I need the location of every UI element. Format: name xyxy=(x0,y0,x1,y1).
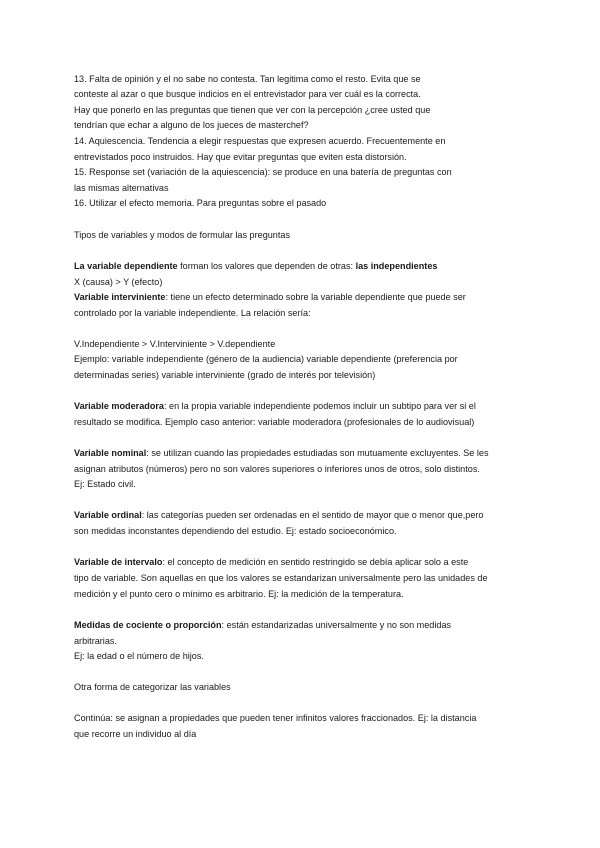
ordinal-text: : las categorías pueden ser ordenadas en el sentido de mayor que o menor que,pero xyxy=(141,510,484,520)
nominal-line-3: Ej: Estado civil. xyxy=(74,479,136,489)
example-line-1: Ejemplo: variable independiente (género de la audiencia) variable dependiente (preferencia por xyxy=(74,354,458,364)
nominal-text: : se utilizan cuando las propiedades estudiadas son mutuamente excluyentes. Se les xyxy=(146,448,489,458)
continua-line-2: que recorre un individuo al día xyxy=(74,729,197,739)
interviniente-text: : tiene un efecto determinado sobre la variable dependiente que puede ser xyxy=(165,292,466,302)
dependiente-line-1 xyxy=(74,260,437,272)
term-independientes: las independientes xyxy=(355,261,438,271)
term-cociente: Medidas de cociente o proporción xyxy=(74,620,222,630)
ordinal-line-2: son medidas inconstantes dependiendo del estudio. Ej: estado socioeconómico. xyxy=(74,526,397,536)
item-16-line: 16. Utilizar el efecto memoria. Para preguntas sobre el pasado xyxy=(74,198,327,208)
intervalo-line-2: tipo de variable. Son aquellas en que los valores se estandarizan universalmente pero las unidades de xyxy=(74,573,488,583)
item-13-line-4: tendrían que echar a alguno de los jueces de masterchef? xyxy=(74,120,309,130)
intervalo-line-1 xyxy=(74,556,468,568)
item-14-line-1: 14. Aquiescencia. Tendencia a elegir respuestas que expresen acuerdo. Frecuentemente en xyxy=(74,136,446,146)
item-15-line-2: las mismas alternativas xyxy=(74,183,169,193)
nominal-line-1 xyxy=(74,447,489,459)
causa-efecto-line: X (causa) > Y (efecto) xyxy=(74,277,163,287)
section-heading-tipos: Tipos de variables y modos de formular las preguntas xyxy=(74,230,290,240)
term-ordinal: Variable ordinal xyxy=(74,510,142,520)
cociente-line-1 xyxy=(74,619,451,631)
item-13-line-2: conteste al azar o que busque indicios en el entrevistador para ver cuál es la correcta. xyxy=(74,89,421,99)
dependiente-text: forman los valores que dependen de otras: xyxy=(177,261,356,271)
intervalo-text: : el concepto de medición en sentido restringido se debía aplicar solo a este xyxy=(162,557,469,567)
term-moderadora: Variable moderadora xyxy=(74,401,164,411)
relation-line: V.Independiente > V.Interviniente > V.dependiente xyxy=(74,339,276,349)
example-line-2: determinadas series) variable interviniente (grado de interés por televisión) xyxy=(74,370,376,380)
term-interviniente: Variable interviniente xyxy=(74,292,166,302)
continua-line-1: Continúa: se asignan a propiedades que pueden tener infinitos valores fraccionados. Ej: la distancia xyxy=(74,713,477,723)
intervalo-line-3: medición y el punto cero o mínimo es arbitrario. Ej: la medición de la temperatura. xyxy=(74,589,404,599)
section-heading-otra-forma: Otra forma de categorizar las variables xyxy=(74,682,231,692)
nominal-line-2: asignan atributos (números) pero no son valores superiores o inferiores unos de otros, solo distintos. xyxy=(74,464,480,474)
cociente-line-3: Ej: la edad o el número de hijos. xyxy=(74,651,204,661)
item-14-line-2: entrevistados poco instruidos. Hay que evitar preguntas que eviten esta distorsión. xyxy=(74,152,407,162)
cociente-text: : están estandarizadas universalmente y no son medidas xyxy=(221,620,452,630)
moderadora-text: : en la propia variable independiente podemos incluir un subtipo para ver si el xyxy=(163,401,476,411)
term-nominal: Variable nominal xyxy=(74,448,147,458)
ordinal-line-1 xyxy=(74,509,483,521)
cociente-line-2: arbitrarias. xyxy=(74,636,117,646)
item-13-line-3: Hay que ponerlo en las preguntas que tienen que ver con la percepción ¿cree usted que xyxy=(74,105,431,115)
moderadora-line-1 xyxy=(74,400,476,412)
item-15-line-1: 15. Response set (variación de la aquiescencia): se produce en una batería de preguntas con xyxy=(74,167,452,177)
interviniente-line-2: controlado por la variable independiente. La relación sería: xyxy=(74,308,311,318)
moderadora-line-2: resultado se modifica. Ejemplo caso anterior: variable moderadora (profesionales de lo audiovisual) xyxy=(74,417,475,427)
term-dependiente: La variable dependiente xyxy=(74,261,178,271)
interviniente-line-1 xyxy=(74,291,466,303)
item-13-line-1: 13. Falta de opinión y el no sabe no contesta. Tan legitima como el resto. Evita que se xyxy=(74,74,421,84)
term-intervalo: Variable de intervalo xyxy=(74,557,163,567)
